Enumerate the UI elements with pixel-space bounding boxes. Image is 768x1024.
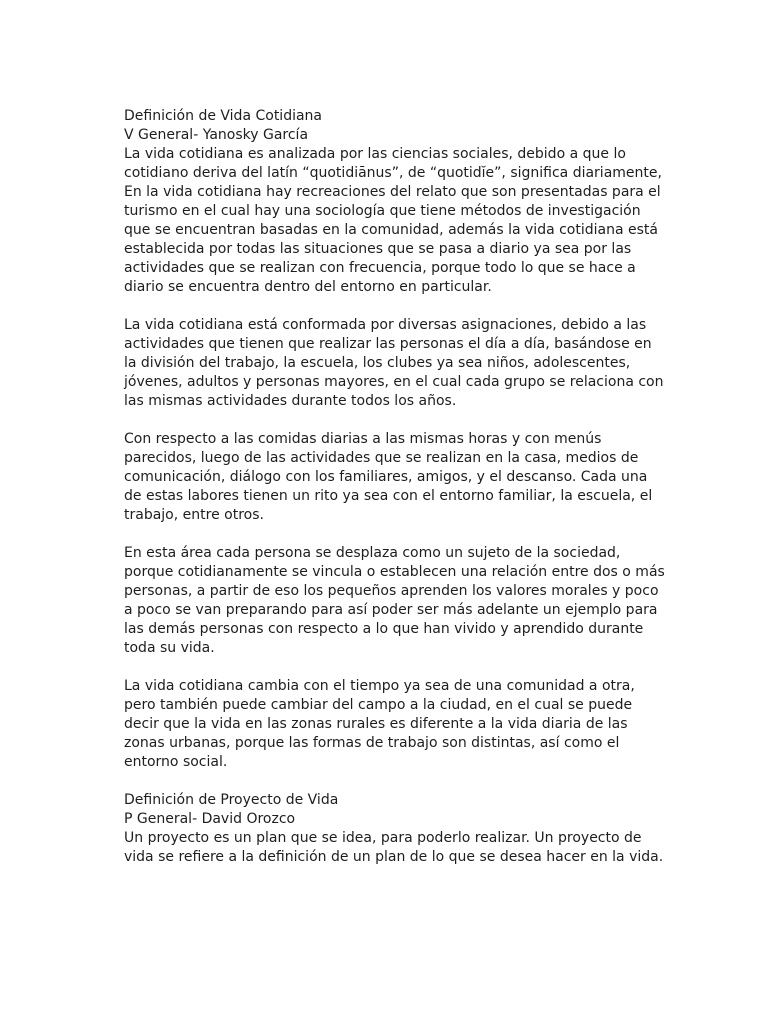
text-line: diario se encuentra dentro del entorno en particular. [124,279,492,295]
text-line: las demás personas con respecto a lo que han vivido y aprendido durante [124,621,644,637]
section-title: Definición de Vida Cotidiana [124,108,323,124]
text-line: La vida cotidiana cambia con el tiempo ya sea de una comunidad a otra, [124,678,635,694]
text-line: actividades que tienen que realizar las personas el día a día, basándose en [124,336,652,352]
text-line: la división del trabajo, la escuela, los clubes ya sea niños, adolescentes, [124,355,631,371]
text-line: En la vida cotidiana hay recreaciones del relato que son presentadas para el [124,184,661,200]
text-line: decir que la vida en las zonas rurales es diferente a la vida diaria de las [124,716,628,732]
text-line: establecida por todas las situaciones que se pasa a diario ya sea por las [124,241,632,257]
text-line: personas, a partir de eso los pequeños aprenden los valores morales y poco [124,583,659,599]
paragraph [124,677,660,772]
text-line: las mismas actividades durante todos los años. [124,393,457,409]
text-line: Un proyecto es un plan que se idea, para poderlo realizar. Un proyecto de [124,830,642,846]
document-page [124,107,665,867]
section-vida-cotidiana [124,107,665,772]
text-line: entorno social. [124,754,228,770]
paragraph [124,544,665,658]
paragraph [124,145,660,297]
text-line: La vida cotidiana está conformada por diversas asignaciones, debido a las [124,317,647,333]
text-line: cotidiano deriva del latín “quotidiānus”, de “quotidĭe”, significa diariamente, [124,165,662,181]
paragraph [124,829,664,867]
paragraph [124,430,660,525]
text-line: En esta área cada persona se desplaza como un sujeto de la sociedad, [124,545,621,561]
section-proyecto-de-vida [124,791,664,867]
text-line: parecidos, luego de las actividades que se realizan en la casa, medios de [124,450,639,466]
text-line: comunicación, diálogo con los familiares, amigos, y el descanso. Cada una [124,469,648,485]
text-line: Con respecto a las comidas diarias a las mismas horas y con menús [124,431,602,447]
text-line: turismo en el cual hay una sociología que tiene métodos de investigación [124,203,641,219]
section-title: Definición de Proyecto de Vida [124,792,339,808]
paragraph [124,316,664,411]
text-line: trabajo, entre otros. [124,507,264,523]
text-line: vida se refiere a la definición de un plan de lo que se desea hacer en la vida. [124,849,664,865]
text-line: a poco se van preparando para así poder ser más adelante un ejemplo para [124,602,658,618]
text-line: jóvenes, adultos y personas mayores, en el cual cada grupo se relaciona con [124,374,664,390]
section-author: P General- David Orozco [124,811,296,827]
text-line: zonas urbanas, porque las formas de trabajo son distintas, así como el [124,735,620,751]
text-line: actividades que se realizan con frecuencia, porque todo lo que se hace a [124,260,636,276]
text-line: de estas labores tienen un rito ya sea con el entorno familiar, la escuela, el [124,488,653,504]
text-line: porque cotidianamente se vincula o establecen una relación entre dos o más [124,564,665,580]
text-line: La vida cotidiana es analizada por las ciencias sociales, debido a que lo [124,146,626,162]
section-author: V General- Yanosky García [124,127,309,143]
text-line: que se encuentran basadas en la comunidad, además la vida cotidiana está [124,222,658,238]
text-line: pero también puede cambiar del campo a la ciudad, en el cual se puede [124,697,633,713]
text-line: toda su vida. [124,640,215,656]
